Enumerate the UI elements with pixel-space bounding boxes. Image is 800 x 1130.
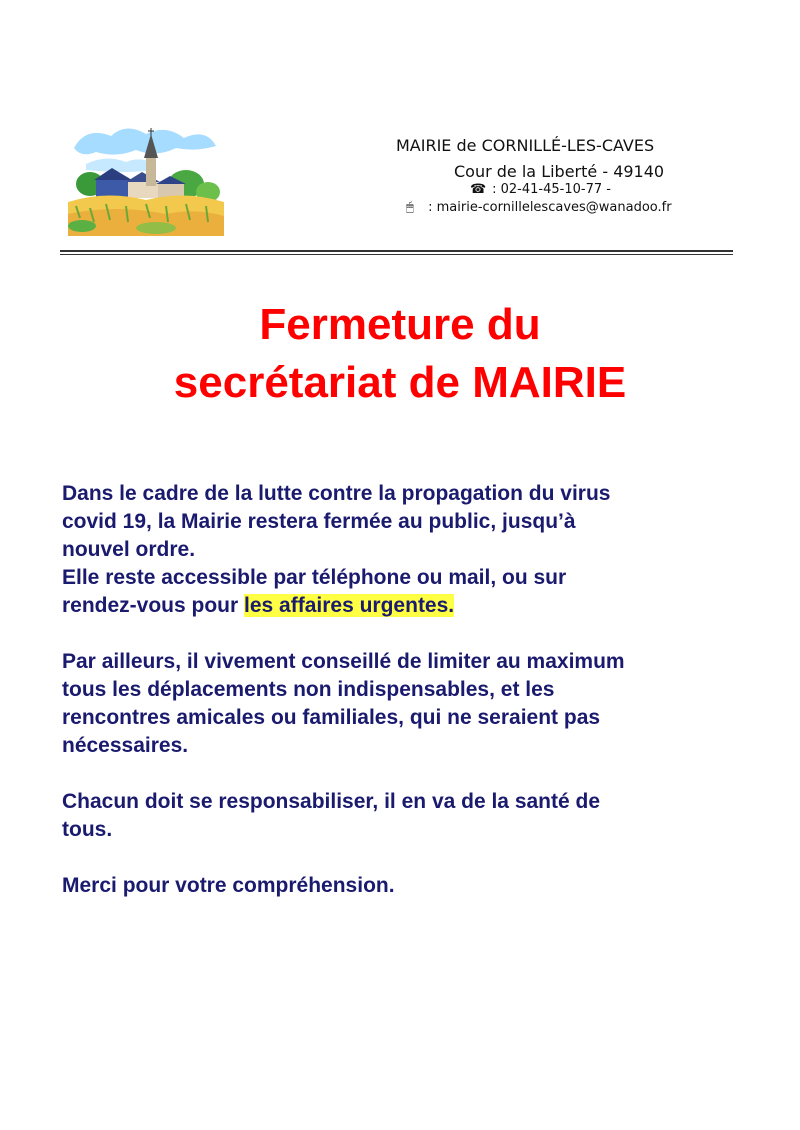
header-rule-top [60, 250, 733, 252]
body-line: Par ailleurs, il vivement conseillé de limiter au maximum [62, 650, 625, 673]
notice-title [0, 296, 800, 412]
mairie-phone-line [470, 182, 611, 197]
notice-body [62, 480, 752, 900]
body-line: nouvel ordre. [62, 538, 196, 561]
body-line: tous les déplacements non indispensables, et les [62, 678, 555, 701]
body-line [62, 592, 752, 620]
paragraph-gap [62, 760, 752, 788]
village-logo [66, 118, 226, 236]
body-line: Dans le cadre de la lutte contre la propagation du virus [62, 482, 611, 505]
telephone-icon: ☎ [470, 182, 487, 197]
paragraph-gap [62, 620, 752, 648]
highlighted-text: les affaires urgentes. [244, 594, 455, 617]
body-line: Elle reste accessible par téléphone ou mail, ou sur [62, 566, 567, 589]
mairie-name: MAIRIE de CORNILLÉ-LES-CAVES [396, 136, 655, 155]
body-line: rencontres amicales ou familiales, qui ne seraient pas [62, 706, 601, 729]
mouse-icon: 🖱 [406, 200, 414, 215]
mairie-phone: : 02-41-45-10-77 - [488, 182, 611, 197]
paragraph-gap [62, 844, 752, 872]
body-text: rendez-vous pour [62, 594, 245, 617]
closing-line: Merci pour votre compréhension. [62, 874, 395, 897]
body-line: nécessaires. [62, 734, 189, 757]
body-line: covid 19, la Mairie restera fermée au public, jusqu’à [62, 510, 576, 533]
mairie-email-line [406, 200, 672, 215]
body-line: tous. [62, 818, 113, 841]
title-line-1: Fermeture du [259, 300, 541, 349]
mairie-email: : mairie-cornillelescaves@wanadoo.fr [424, 200, 672, 215]
title-line-2: secrétariat de MAIRIE [173, 358, 627, 407]
header-rule-bottom [60, 254, 733, 255]
mairie-address: Cour de la Liberté - 49140 [454, 162, 665, 181]
body-line: Chacun doit se responsabiliser, il en va de la santé de [62, 790, 601, 813]
